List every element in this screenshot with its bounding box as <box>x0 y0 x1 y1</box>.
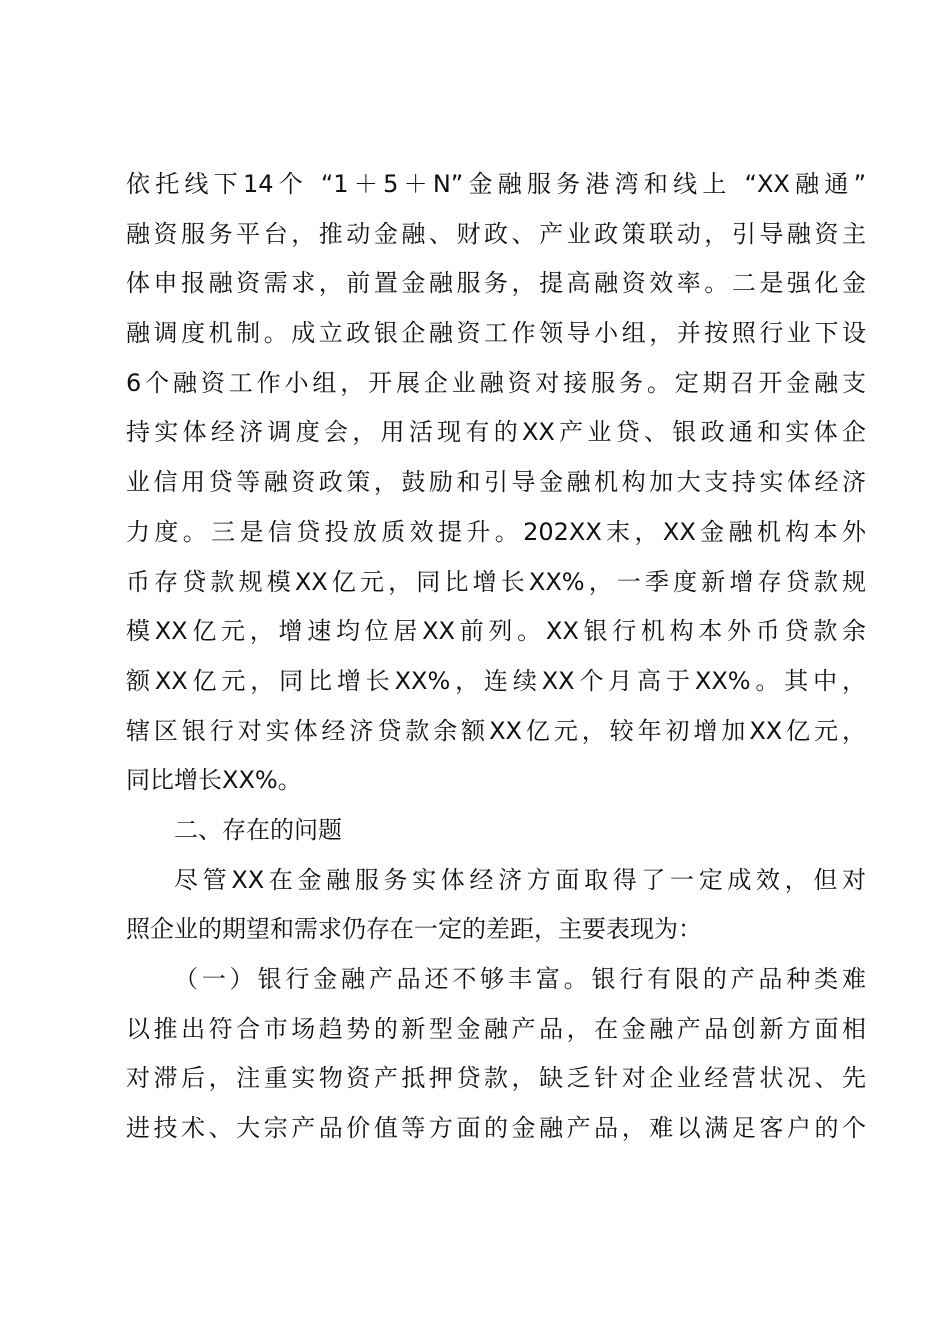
text-line: 额XX亿元，同比增长XX%，连续XX个月高于XX%。其中， <box>126 666 866 695</box>
section-heading: 二、存在的问题 <box>174 815 342 844</box>
text-line: 模XX亿元，增速均位居XX前列。XX银行机构本外币贷款余 <box>126 617 866 646</box>
text-line: 融资服务平台，推动金融、财政、产业政策联动，引导融资主 <box>126 219 866 248</box>
text-line: 持实体经济调度会，用活现有的XX产业贷、银政通和实体企 <box>126 418 866 447</box>
body-text <box>126 160 866 1154</box>
text-line: 进技术、大宗产品价值等方面的金融产品，难以满足客户的个 <box>126 1114 866 1143</box>
text-line: 照企业的期望和需求仍存在一定的差距，主要表现为： <box>126 915 702 944</box>
text-line: 体申报融资需求，前置金融服务，提高融资效率。二是强化金 <box>126 269 866 298</box>
text-line: 业信用贷等融资政策，鼓励和引导金融机构加大支持实体经济 <box>126 468 866 497</box>
text-line: 对滞后，注重实物资产抵押贷款，缺乏针对企业经营状况、先 <box>126 1064 866 1093</box>
text-line: 6个融资工作小组，开展企业融资对接服务。定期召开金融支 <box>126 368 866 397</box>
text-line: 辖区银行对实体经济贷款余额XX亿元，较年初增加XX亿元， <box>126 716 866 745</box>
text-line: 同比增长XX%。 <box>126 766 302 795</box>
text-line: 币存贷款规模XX亿元，同比增长XX%，一季度新增存贷款规 <box>126 567 866 596</box>
subsection-heading-line: （一）银行金融产品还不够丰富。银行有限的产品种类难 <box>174 965 866 993</box>
text-line: 尽管XX在金融服务实体经济方面取得了一定成效，但对 <box>174 865 866 894</box>
text-line: 融调度机制。成立政银企融资工作领导小组，并按照行业下设 <box>126 319 866 348</box>
text-line: 以推出符合市场趋势的新型金融产品，在金融产品创新方面相 <box>126 1014 866 1043</box>
text-line: 依托线下14个 “1＋5＋N”金融服务港湾和线上 “XX融通” <box>126 170 866 198</box>
text-line: 力度。三是信贷投放质效提升。202XX末，XX金融机构本外 <box>126 517 866 546</box>
